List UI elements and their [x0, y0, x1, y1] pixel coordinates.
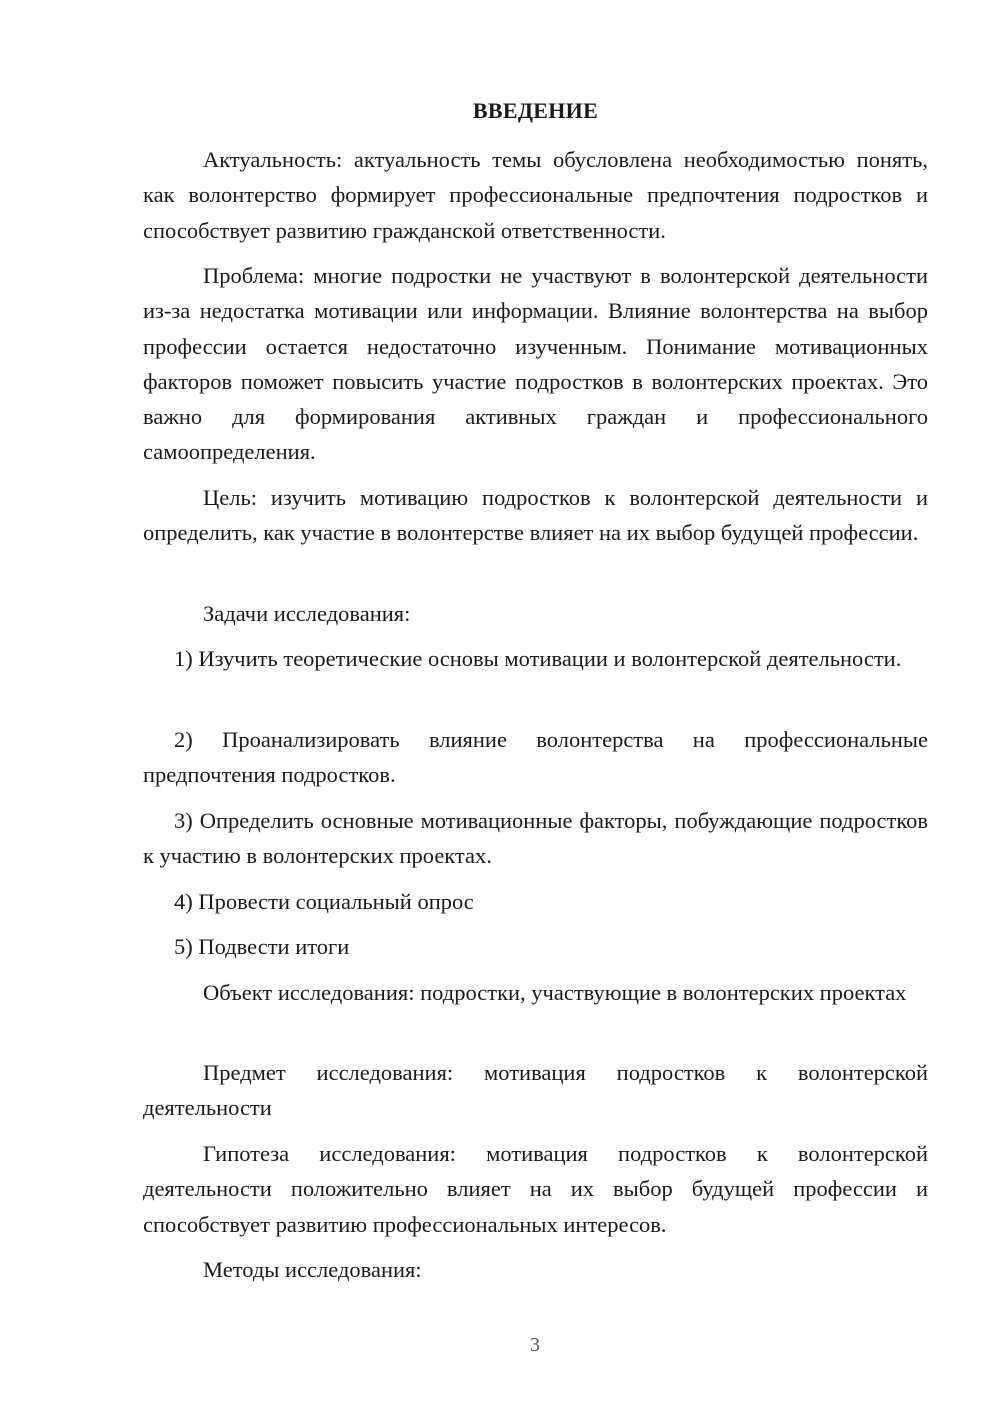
problem-paragraph: Проблема: многие подростки не участвуют в волонтерской деятельности из-за недостатка мотивации или информации. Влияние волонтерства на выбор профессии остается недостаточно изученным. Понимание мотивационных факторов поможет повысить участие подростков в волонтерских проектах. Это важно для формирования активных граждан и профессионального самоопределения. — [143, 263, 928, 465]
task-item-4: 4) Провести социальный опрос — [174, 889, 474, 914]
task-item-3: 3) Определить основные мотивационные факторы, побуждающие подростков к участию в волонтерских проектах. — [143, 808, 928, 869]
task-item-1: 1) Изучить теоретические основы мотивации и волонтерской деятельности. — [174, 646, 902, 671]
methods-heading: Методы исследования: — [203, 1257, 422, 1282]
hypothesis-paragraph: Гипотеза исследования: мотивация подростков к волонтерской деятельности положительно влияет на их выбор будущей профессии и способствует развитию профессиональных интересов. — [143, 1141, 928, 1237]
goal-paragraph: Цель: изучить мотивацию подростков к волонтерской деятельности и определить, как участие в волонтерстве влияет на их выбор будущей профессии. — [143, 485, 928, 546]
tasks-heading: Задачи исследования: — [203, 601, 411, 626]
subject-paragraph: Предмет исследования: мотивация подростков к волонтерской деятельности — [143, 1060, 928, 1121]
task-item-2: 2) Проанализировать влияние волонтерства на профессиональные предпочтения подростков. — [143, 727, 928, 788]
relevance-paragraph: Актуальность: актуальность темы обусловлена необходимостью понять, как волонтерство формирует профессиональные предпочтения подростков и способствует развитию гражданской ответственности. — [143, 147, 928, 243]
page-number: 3 — [530, 1334, 540, 1356]
page-title: ВВЕДЕНИЕ — [472, 98, 599, 123]
task-item-5: 5) Подвести итоги — [174, 934, 350, 959]
object-paragraph: Объект исследования: подростки, участвующие в волонтерских проектах — [203, 980, 907, 1005]
